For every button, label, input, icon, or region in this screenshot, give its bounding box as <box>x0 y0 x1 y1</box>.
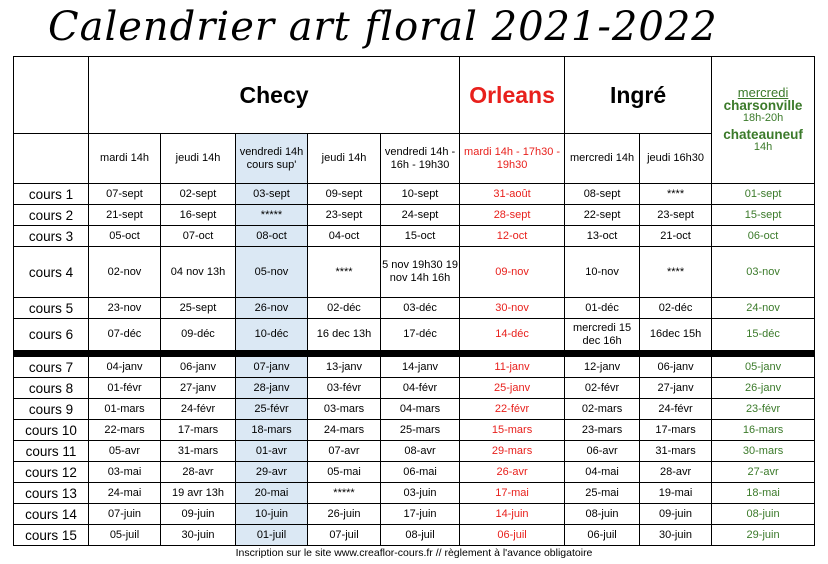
table-cell: 03-déc <box>381 298 460 319</box>
table-cell: 28-avr <box>161 462 236 483</box>
table-cell: 24-sept <box>381 205 460 226</box>
row-label: cours 8 <box>14 378 89 399</box>
table-cell: 26-juin <box>308 504 381 525</box>
table-cell: 17-déc <box>381 319 460 351</box>
table-cell: 15-oct <box>381 226 460 247</box>
table-cell: 05-oct <box>89 226 161 247</box>
corner-cell-2 <box>14 134 89 184</box>
table-cell: **** <box>308 247 381 298</box>
header-cell: mercredi 14h <box>565 134 640 184</box>
table-cell: 01-déc <box>565 298 640 319</box>
table-cell: 08-juin <box>712 504 815 525</box>
table-cell: 06-oct <box>712 226 815 247</box>
table-cell: 15-sept <box>712 205 815 226</box>
table-cell: 06-juil <box>565 525 640 546</box>
table-cell: 08-juil <box>381 525 460 546</box>
table-cell: 08-sept <box>565 184 640 205</box>
table-cell: 15-déc <box>712 319 815 351</box>
footer-note: Inscription sur le site www.creaflor-cours.fr // règlement à l'avance obligatoire <box>235 547 593 559</box>
table-cell: 30-nov <box>460 298 565 319</box>
table-cell: 27-janv <box>161 378 236 399</box>
header-cell: vendredi 14h - 16h - 19h30 <box>381 134 460 184</box>
row-label: cours 4 <box>14 247 89 298</box>
table-cell: 05-janv <box>712 357 815 378</box>
table-cell: 25-mars <box>381 420 460 441</box>
row-label: cours 6 <box>14 319 89 351</box>
table-cell: 09-déc <box>161 319 236 351</box>
table-cell: 29-mars <box>460 441 565 462</box>
table-cell: 09-sept <box>308 184 381 205</box>
table-row <box>14 504 815 525</box>
table-row <box>14 399 815 420</box>
row-label: cours 15 <box>14 525 89 546</box>
table-cell: 25-janv <box>460 378 565 399</box>
table-row <box>14 462 815 483</box>
table-cell: 25-sept <box>161 298 236 319</box>
table-cell: 19 avr 13h <box>161 483 236 504</box>
chateauneuf-time: 14h <box>753 141 773 153</box>
table-cell: 08-juin <box>565 504 640 525</box>
table-cell: 02-sept <box>161 184 236 205</box>
table-cell: 28-avr <box>640 462 712 483</box>
green-day: mercredi <box>737 85 789 100</box>
location-checy: Checy <box>89 57 460 134</box>
table-cell: 14-janv <box>381 357 460 378</box>
row-label: cours 9 <box>14 399 89 420</box>
table-cell: 26-janv <box>712 378 815 399</box>
table-cell: 08-avr <box>381 441 460 462</box>
table-cell: 14-déc <box>460 319 565 351</box>
table-cell: 17-juin <box>381 504 460 525</box>
location-chateauneuf: chateauneuf <box>723 127 803 142</box>
table-cell: 07-juil <box>308 525 381 546</box>
table-cell: 30-mars <box>712 441 815 462</box>
table-cell: 26-nov <box>236 298 308 319</box>
table-cell: 05-juil <box>89 525 161 546</box>
corner-cell <box>14 57 89 134</box>
table-cell: 17-mai <box>460 483 565 504</box>
table-cell: 15-mars <box>460 420 565 441</box>
header-cell: jeudi 16h30 <box>640 134 712 184</box>
table-cell: 24-nov <box>712 298 815 319</box>
table-cell: 29-juin <box>712 525 815 546</box>
table-cell: 16dec 15h <box>640 319 712 351</box>
table-cell: 07-janv <box>236 357 308 378</box>
table-cell: 16 dec 13h <box>308 319 381 351</box>
table-cell: 06-janv <box>640 357 712 378</box>
table-cell: 04 nov 13h <box>161 247 236 298</box>
table-cell: 08-oct <box>236 226 308 247</box>
table-cell: 31-mars <box>640 441 712 462</box>
table-cell: 13-janv <box>308 357 381 378</box>
table-cell: 01-juil <box>236 525 308 546</box>
table-cell: 18-mars <box>236 420 308 441</box>
table-cell: 23-mars <box>565 420 640 441</box>
table-cell: 27-janv <box>640 378 712 399</box>
table-row <box>14 483 815 504</box>
table-cell: 03-févr <box>308 378 381 399</box>
table-cell: 01-mars <box>89 399 161 420</box>
table-cell: **** <box>640 184 712 205</box>
table-cell: 24-mars <box>308 420 381 441</box>
table-cell: 03-juin <box>381 483 460 504</box>
table-row <box>14 226 815 247</box>
table-cell: 20-mai <box>236 483 308 504</box>
table-cell: 17-mars <box>161 420 236 441</box>
table-cell: 24-mai <box>89 483 161 504</box>
table-cell: ***** <box>236 205 308 226</box>
table-cell: 14-juin <box>460 504 565 525</box>
table-cell: 24-févr <box>640 399 712 420</box>
table-cell: 11-janv <box>460 357 565 378</box>
table-cell: 03-sept <box>236 184 308 205</box>
location-charsonville: charsonville <box>723 98 803 113</box>
row-label: cours 5 <box>14 298 89 319</box>
page-title: Calendrier art floral 2021-2022 <box>48 4 718 50</box>
table-cell: 07-sept <box>89 184 161 205</box>
table-cell: 30-juin <box>161 525 236 546</box>
table-cell: 12-janv <box>565 357 640 378</box>
header-cell: mardi 14h - 17h30 - 19h30 <box>460 134 565 184</box>
row-label: cours 7 <box>14 357 89 378</box>
table-cell: 16-sept <box>161 205 236 226</box>
table-cell: 29-avr <box>236 462 308 483</box>
table-cell: 23-nov <box>89 298 161 319</box>
table-cell: 01-sept <box>712 184 815 205</box>
table-row <box>14 420 815 441</box>
row-label: cours 3 <box>14 226 89 247</box>
table-cell: 12-oct <box>460 226 565 247</box>
table-cell: 31-août <box>460 184 565 205</box>
table-cell: 26-avr <box>460 462 565 483</box>
table-cell: 02-déc <box>640 298 712 319</box>
table-row <box>14 298 815 319</box>
location-ingre: Ingré <box>565 57 712 134</box>
header-cell: vendredi 14h cours sup' <box>236 134 308 184</box>
table-cell: 10-nov <box>565 247 640 298</box>
table-row <box>14 357 815 378</box>
table-cell: 27-avr <box>712 462 815 483</box>
table-cell: 10-déc <box>236 319 308 351</box>
table-cell: 02-nov <box>89 247 161 298</box>
table-cell: ***** <box>308 483 381 504</box>
table-cell: 22-mars <box>89 420 161 441</box>
table-cell: 5 nov 19h30 19 nov 14h 16h <box>381 247 460 298</box>
header-cell: jeudi 14h <box>308 134 381 184</box>
table-cell: 06-mai <box>381 462 460 483</box>
calendar-table <box>13 56 815 546</box>
table-cell: 04-janv <box>89 357 161 378</box>
charsonville-time: 18h-20h <box>742 112 784 124</box>
table-cell: 18-mai <box>712 483 815 504</box>
header-cell: jeudi 14h <box>161 134 236 184</box>
table-cell: 23-sept <box>640 205 712 226</box>
table-cell: 25-févr <box>236 399 308 420</box>
row-label: cours 10 <box>14 420 89 441</box>
table-cell: 30-juin <box>640 525 712 546</box>
table-cell: 06-juil <box>460 525 565 546</box>
table-cell: 07-oct <box>161 226 236 247</box>
table-cell: 05-avr <box>89 441 161 462</box>
table-cell: **** <box>640 247 712 298</box>
table-cell: 02-déc <box>308 298 381 319</box>
table-cell: 07-avr <box>308 441 381 462</box>
location-green-group <box>712 57 815 184</box>
table-cell: 28-sept <box>460 205 565 226</box>
table-row <box>14 184 815 205</box>
table-cell: 31-mars <box>161 441 236 462</box>
table-row <box>14 378 815 399</box>
table-cell: 01-févr <box>89 378 161 399</box>
table-cell: 07-juin <box>89 504 161 525</box>
table-cell: 03-mai <box>89 462 161 483</box>
table-cell: 05-nov <box>236 247 308 298</box>
table-cell: 06-avr <box>565 441 640 462</box>
table-row <box>14 441 815 462</box>
table-cell: 04-oct <box>308 226 381 247</box>
table-cell: mercredi 15 dec 16h <box>565 319 640 351</box>
table-cell: 09-juin <box>161 504 236 525</box>
table-cell: 02-mars <box>565 399 640 420</box>
table-row <box>14 205 815 226</box>
table-cell: 10-juin <box>236 504 308 525</box>
row-label: cours 12 <box>14 462 89 483</box>
table-cell: 03-nov <box>712 247 815 298</box>
table-cell: 03-mars <box>308 399 381 420</box>
location-header-row <box>14 57 815 134</box>
table-row <box>14 319 815 351</box>
table-cell: 04-mars <box>381 399 460 420</box>
table-cell: 21-oct <box>640 226 712 247</box>
time-header-row <box>14 134 815 184</box>
table-cell: 10-sept <box>381 184 460 205</box>
header-cell: mardi 14h <box>89 134 161 184</box>
row-label: cours 14 <box>14 504 89 525</box>
table-cell: 21-sept <box>89 205 161 226</box>
table-cell: 02-févr <box>565 378 640 399</box>
table-cell: 22-sept <box>565 205 640 226</box>
table-cell: 23-févr <box>712 399 815 420</box>
table-cell: 22-févr <box>460 399 565 420</box>
table-cell: 17-mars <box>640 420 712 441</box>
row-label: cours 1 <box>14 184 89 205</box>
row-label: cours 2 <box>14 205 89 226</box>
table-cell: 24-févr <box>161 399 236 420</box>
table-cell: 09-juin <box>640 504 712 525</box>
table-cell: 28-janv <box>236 378 308 399</box>
table-cell: 09-nov <box>460 247 565 298</box>
table-cell: 04-févr <box>381 378 460 399</box>
table-cell: 07-déc <box>89 319 161 351</box>
table-cell: 01-avr <box>236 441 308 462</box>
table-cell: 05-mai <box>308 462 381 483</box>
table-cell: 23-sept <box>308 205 381 226</box>
table-cell: 25-mai <box>565 483 640 504</box>
table-cell: 06-janv <box>161 357 236 378</box>
table-cell: 13-oct <box>565 226 640 247</box>
table-row <box>14 247 815 298</box>
table-cell: 04-mai <box>565 462 640 483</box>
row-label: cours 11 <box>14 441 89 462</box>
table-row <box>14 525 815 546</box>
table-cell: 19-mai <box>640 483 712 504</box>
row-label: cours 13 <box>14 483 89 504</box>
table-cell: 16-mars <box>712 420 815 441</box>
location-orleans: Orleans <box>460 57 565 134</box>
